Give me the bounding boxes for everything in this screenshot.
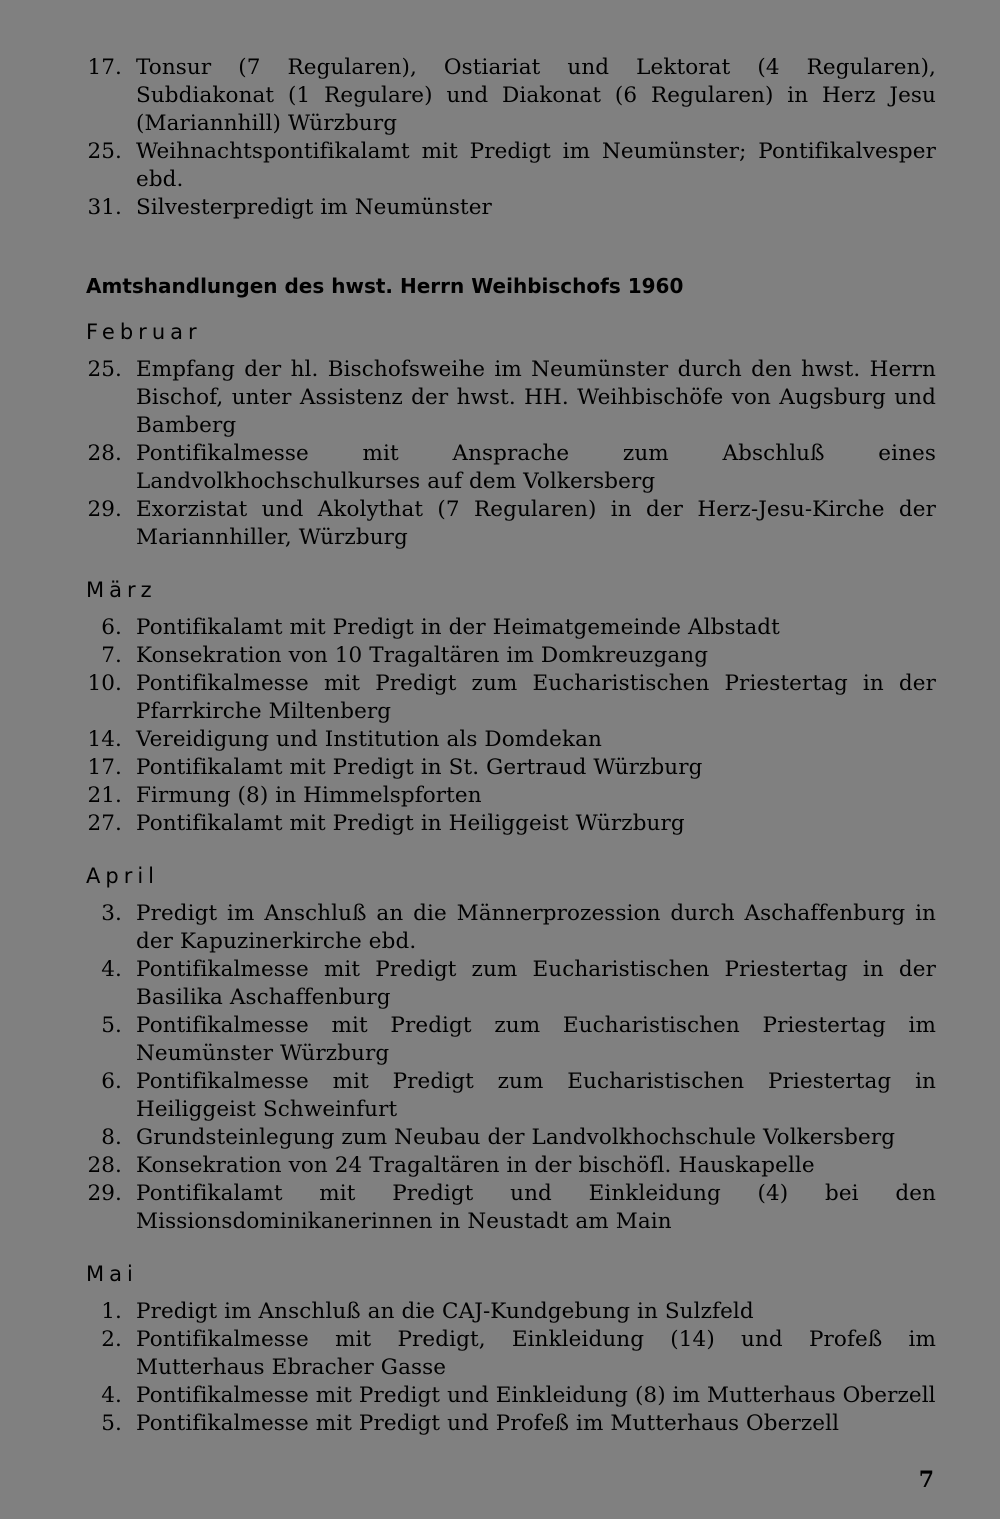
entry-day: 5. <box>101 1013 122 1038</box>
entry-text: Predigt im Anschluß an die Männerprozession durch Aschaffenburg in der Kapuzinerkirche ebd. <box>136 901 936 954</box>
entry-day: 1. <box>101 1299 122 1324</box>
list-item <box>86 1068 936 1124</box>
month-entries-april <box>86 900 936 1236</box>
entry-day: 25. <box>87 357 122 382</box>
entry-text: Pontifikalmesse mit Predigt zum Eucharistischen Priestertag in Heiliggeist Schweinfurt <box>136 1069 936 1122</box>
entry-day: 17. <box>87 755 122 780</box>
entry-text: Pontifikalamt mit Predigt in der Heimatgemeinde Albstadt <box>136 615 780 640</box>
entry-text: Pontifikalmesse mit Predigt zum Eucharistischen Priestertag in der Basilika Aschaffenburg <box>136 957 936 1010</box>
entry-day: 6. <box>101 615 122 640</box>
list-item <box>86 614 936 642</box>
list-item <box>86 900 936 956</box>
list-item <box>86 1012 936 1068</box>
entry-day: 17. <box>87 55 122 80</box>
list-item <box>86 356 936 440</box>
list-item <box>86 1298 936 1326</box>
list-item <box>86 726 936 754</box>
list-item <box>86 1124 936 1152</box>
list-item <box>86 1382 936 1410</box>
section-heading: Amtshandlungen des hwst. Herrn Weihbischofs 1960 <box>86 274 684 298</box>
list-item <box>86 810 936 838</box>
entry-text: Pontifikalamt mit Predigt und Einkleidung (4) bei den Missionsdominikanerinnen in Neustadt am Main <box>136 1181 936 1234</box>
list-item <box>86 1326 936 1382</box>
list-item <box>86 956 936 1012</box>
entry-day: 6. <box>101 1069 122 1094</box>
entry-text: Konsekration von 24 Tragaltären in der bischöfl. Hauskapelle <box>136 1153 815 1178</box>
entry-text: Pontifikalmesse mit Predigt zum Eucharistischen Priestertag in der Pfarrkirche Miltenberg <box>136 671 936 724</box>
entry-day: 29. <box>87 1181 122 1206</box>
entry-day: 28. <box>87 1153 122 1178</box>
entry-text: Vereidigung und Institution als Domdekan <box>136 727 602 752</box>
page-number: 7 <box>918 1467 934 1493</box>
entry-day: 29. <box>87 497 122 522</box>
list-item <box>86 1152 936 1180</box>
entry-day: 10. <box>87 671 122 696</box>
entry-text: Exorzistat und Akolythat (7 Regularen) in der Herz-Jesu-Kirche der Mariannhiller, Würzburg <box>136 497 936 550</box>
list-item <box>86 54 936 138</box>
entry-text: Pontifikalmesse mit Predigt zum Eucharistischen Priestertag im Neumünster Würzburg <box>136 1013 936 1066</box>
entry-day: 7. <box>101 643 122 668</box>
entry-text: Pontifikalmesse mit Ansprache zum Abschluß eines Landvolkhochschulkurses auf dem Volkersberg <box>136 441 936 494</box>
month-heading-februar: Februar <box>86 320 202 344</box>
list-item <box>86 670 936 726</box>
entry-day: 4. <box>101 957 122 982</box>
list-item <box>86 496 936 552</box>
entry-day: 8. <box>101 1125 122 1150</box>
list-item <box>86 440 936 496</box>
entry-text: Tonsur (7 Regularen), Ostiariat und Lektorat (4 Regularen), Subdiakonat (1 Regulare) und Diakonat (6 Regularen) in Herz Jesu (Mariannhill) Würzburg <box>136 55 936 136</box>
entry-text: Silvesterpredigt im Neumünster <box>136 195 492 220</box>
entry-day: 2. <box>101 1327 122 1352</box>
entry-text: Pontifikalamt mit Predigt in Heiliggeist Würzburg <box>136 811 685 836</box>
entry-day: 25. <box>87 139 122 164</box>
entry-day: 21. <box>87 783 122 808</box>
list-item <box>86 138 936 194</box>
list-item <box>86 1410 936 1438</box>
month-entries-maerz <box>86 614 936 838</box>
entry-text: Pontifikalmesse mit Predigt und Einkleidung (8) im Mutterhaus Oberzell <box>136 1383 936 1408</box>
month-heading-maerz: März <box>86 578 157 602</box>
entry-text: Firmung (8) in Himmelspforten <box>136 783 482 808</box>
document-page <box>86 54 936 1438</box>
entry-text: Pontifikalmesse mit Predigt, Einkleidung (14) und Profeß im Mutterhaus Ebracher Gasse <box>136 1327 936 1380</box>
entry-text: Weihnachtspontifikalamt mit Predigt im Neumünster; Pontifikalvesper ebd. <box>136 139 936 192</box>
month-entries-mai <box>86 1298 936 1438</box>
entry-day: 14. <box>87 727 122 752</box>
month-heading-april: April <box>86 864 159 888</box>
list-item <box>86 1180 936 1236</box>
intro-entries <box>86 54 936 222</box>
list-item <box>86 642 936 670</box>
entry-day: 4. <box>101 1383 122 1408</box>
entry-day: 5. <box>101 1411 122 1436</box>
entry-text: Pontifikalmesse mit Predigt und Profeß im Mutterhaus Oberzell <box>136 1411 840 1436</box>
entry-text: Konsekration von 10 Tragaltären im Domkreuzgang <box>136 643 709 668</box>
entry-text: Pontifikalamt mit Predigt in St. Gertraud Würzburg <box>136 755 703 780</box>
entry-day: 27. <box>87 811 122 836</box>
list-item <box>86 754 936 782</box>
entry-day: 28. <box>87 441 122 466</box>
month-heading-mai: Mai <box>86 1262 138 1286</box>
month-entries-februar <box>86 356 936 552</box>
list-item <box>86 194 936 222</box>
list-item <box>86 782 936 810</box>
entry-day: 3. <box>101 901 122 926</box>
entry-text: Grundsteinlegung zum Neubau der Landvolkhochschule Volkersberg <box>136 1125 896 1150</box>
entry-day: 31. <box>87 195 122 220</box>
entry-text: Empfang der hl. Bischofsweihe im Neumünster durch den hwst. Herrn Bischof, unter Assistenz der hwst. HH. Weihbischöfe von Augsburg und Bamberg <box>136 357 936 438</box>
entry-text: Predigt im Anschluß an die CAJ-Kundgebung in Sulzfeld <box>136 1299 754 1324</box>
